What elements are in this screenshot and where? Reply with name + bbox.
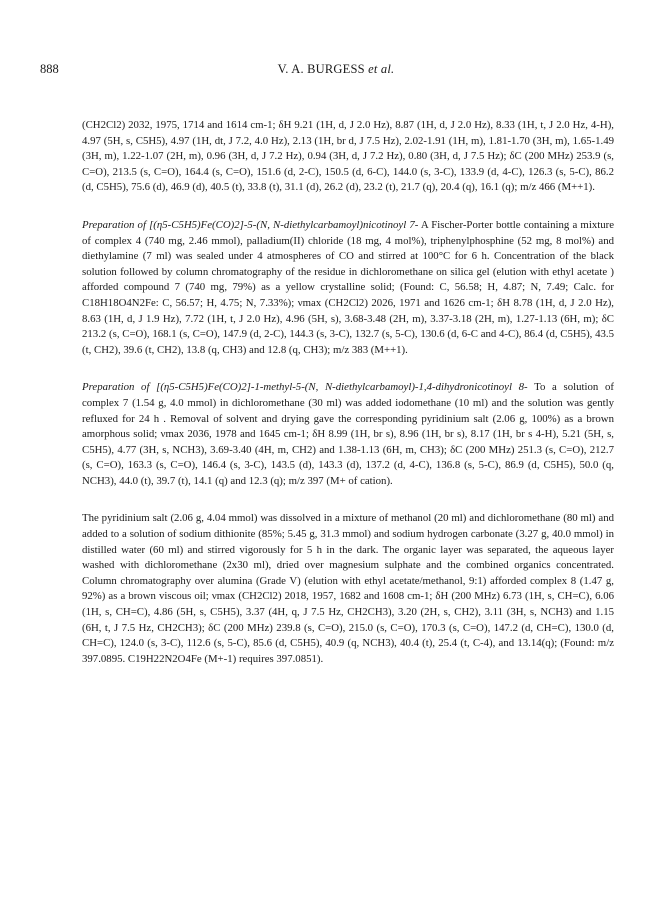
article-body — [82, 118, 614, 689]
page-header — [40, 62, 632, 82]
paragraph-reduction — [82, 511, 614, 667]
running-head-author: V. A. BURGESS — [277, 62, 365, 76]
paragraph-preparation-8 — [82, 380, 614, 489]
paragraph-preparation-7 — [82, 218, 614, 358]
paragraph-text: To a solution of complex 7 (1.54 g, 4.0 mmol) in dichloromethane (30 ml) was added iodomethane (10 ml) and the solution was gently refluxed for 24 h . Removal of solvent and drying gave the corresponding pyridinium salt (2.06 g, 100%) as a brown amorphous solid; νmax 2036, 1978 and 1645 cm-1; δH 8.99 (1H, br s), 8.96 (1H, br s), 8.17 (1H, br s 4-H), 5.21 (5H, s, C5H5), 4.77 (3H, s, NCH3), 3.69-3.40 (4H, m, CH2) and 1.38-1.13 (6H, m, CH3); δC (200 MHz) 251.3 (s, C=O), 212.7 (s, C=O), 163.3 (s, C=O), 146.4 (s, 3-C), 143.5 (d), 143.3 (d), 137.2 (d, 4-C), 136.8 (s, 5-C), 86.9 (d, C5H5), 50.0 (q, NCH3), 44.0 (t), 39.7 (t), 14.1 (q) and 12.3 (q); m/z 397 (M+ of cation). — [82, 381, 614, 487]
paragraph-text: (CH2Cl2) 2032, 1975, 1714 and 1614 cm-1; δH 9.21 (1H, d, J 2.0 Hz), 8.87 (1H, d, J 2.0 Hz), 8.33 (1H, t, J 2.0 Hz, 4-H), 4.97 (5H, s, C5H5), 4.97 (1H, dt, J 7.2, 4.0 Hz), 2.13 (1H, br d, J 7.5 Hz), 2.02-1.91 (1H, m), 1.81-1.70 (3H, m), 1.65-1.49 (3H, m), 1.22-1.07 (2H, m), 0.96 (3H, d, J 7.2 Hz), 0.94 (3H, d, J 7.2 Hz), 0.80 (3H, d, J 7.5 Hz); δC (200 MHz) 253.9 (s, C=O), 213.5 (s, C=O), 164.4 (s, C=O), 151.6 (d, 2-C), 150.5 (d, 6-C), 144.0 (s, 3-C), 133.9 (d, 4-C), 126.3 (s, 5-C), 86.2 (d, C5H5), 75.6 (d), 46.9 (d), 40.5 (t), 33.8 (t), 31.1 (d), 26.2 (d), 23.2 (t), 21.7 (q), 20.4 (q), 16.1 (q); m/z 466 (M++1). — [82, 119, 614, 194]
paragraph-text: The pyridinium salt (2.06 g, 4.04 mmol) was dissolved in a mixture of methanol (20 ml) and dichloromethane (80 ml) and added to a solution of sodium dithionite (85%; 5.45 g, 31.3 mmol) and sodium hydrogen carbonate (3.27 g, 40.0 mmol) in distilled water (60 ml) and stirred vigorously for 5 h in the dark. The organic layer was separated, the aqueous layer washed with dichloromethane (2x30 ml), dried over magnesium sulphate and the combined organics concentrated. Column chromatography over alumina (Grade V) (elution with ethyl acetate/methanol, 9:1) afforded complex 8 (1.47 g, 92%) as a brown viscous oil; νmax (CH2Cl2) 2018, 1957, 1682 and 1608 cm-1; δH (200 MHz) 6.73 (1H, s, CH=C), 6.06 (1H, s, CH=C), 4.86 (5H, s, C5H5), 3.37 (4H, q, J 7.5 Hz, CH2CH3), 3.20 (2H, s, CH2), 3.11 (3H, s, NCH3) and 1.15 (6H, t, J 7.5 Hz, CH2CH3); δC (200 MHz) 239.8 (s, C=O), 215.0 (s, C=O), 170.3 (s, C=O), 147.2 (d, CH=C), 130.0 (d, CH=C), 124.0 (s, 3-C), 112.6 (s, 5-C), 85.6 (d, C5H5), 40.9 (q, NCH3), 40.4 (t), 25.4 (t, C-4), and 13.14(q); (Found: m/z 397.0895. C19H22N2O4Fe (M+-1) requires 397.0851). — [82, 512, 614, 665]
paragraph-title: Preparation of [(η5-C5H5)Fe(CO)2]-1-methyl-5-(N, N-diethylcarbamoyl)-1,4-dihydronicotinoyl 8- — [82, 381, 528, 394]
page-number: 888 — [40, 62, 59, 76]
running-head — [40, 62, 632, 77]
paragraph-text: A Fischer-Porter bottle containing a mixture of complex 4 (740 mg, 2.46 mmol), palladium(II) chloride (18 mg, 4 mol%), triphenylphosphine (52 mg, 8 mol%) and diethylamine (7 ml) was sealed under 4 atmospheres of CO and stirred at 100°C for 6 h. Concentration of the black solution followed by column chromatography of the residue in dichloromethane on silica gel (elution with ethyl acetate ) afforded compound 7 (740 mg, 79%) as a yellow crystalline solid; (Found: C, 56.58; H, 4.87; N, 7.49; Calc. for C18H18O4N2Fe: C, 56.57; H, 4.75; N, 7.33%); νmax (CH2Cl2) 2026, 1971 and 1626 cm-1; δH 8.78 (1H, d, J 2.0 Hz), 8.63 (1H, d, J 1.9 Hz), 7.72 (1H, t, J 2.0 Hz), 4.96 (5H, s), 3.68-3.48 (2H, m), 3.37-3.18 (2H, m), 1.27-1.13 (6H, m); δC 213.2 (s, C=O), 168.1 (s, C=O), 147.9 (d, 2-C), 144.3 (s, 3-C), 132.7 (s, 5-C), 130.6 (d, 6-C and 4-C), 86.4 (d, C5H5), 43.5 (t, CH2), 39.6 (t, CH2), 13.8 (q, CH3) and 12.8 (q, CH3); m/z 383 (M++1). — [82, 218, 614, 356]
paragraph-spectral-data — [82, 118, 614, 196]
paragraph-title: Preparation of [(η5-C5H5)Fe(CO)2]-5-(N, N-diethylcarbamoyl)nicotinoyl 7- — [82, 218, 419, 231]
running-head-etal: et al. — [368, 62, 395, 76]
